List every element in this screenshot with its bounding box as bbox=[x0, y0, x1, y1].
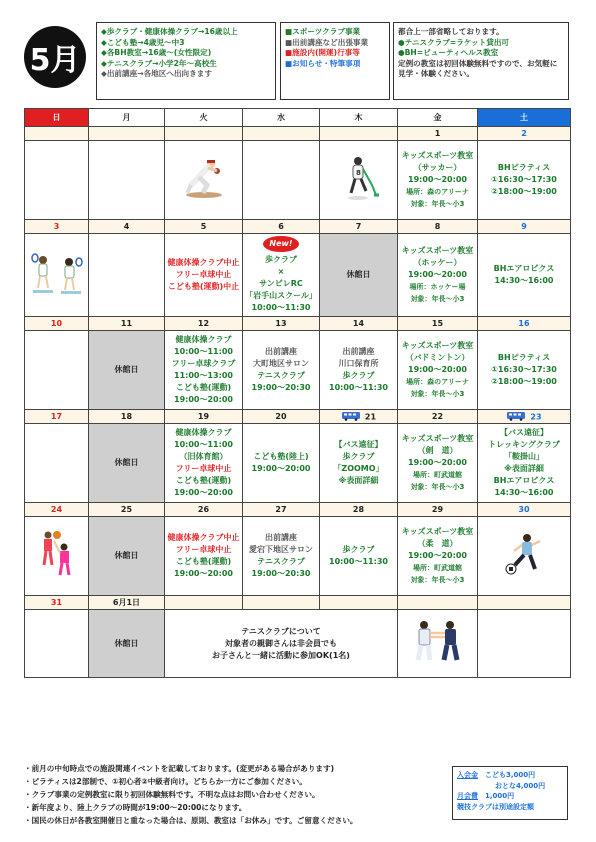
note-line: ・国民の休日が各教室開催日と重なった場合は、原則、教室は「お休み」です。ご留意ください。 bbox=[24, 816, 358, 825]
day-cell bbox=[243, 234, 320, 317]
date-number: 1 bbox=[434, 129, 441, 138]
date-cell bbox=[478, 596, 571, 610]
info-line: ■出前講座など出張事業 bbox=[285, 37, 369, 47]
info-line: 定例の教室は初回体験無料ですので、お気軽に bbox=[398, 58, 558, 68]
day-cell bbox=[398, 331, 478, 410]
date-number: 31 bbox=[50, 598, 63, 607]
event-line: BHエアロビクス bbox=[493, 264, 555, 273]
date-number: 17 bbox=[50, 412, 63, 421]
info-line: ◆こども塾→4歳児〜中3 bbox=[101, 37, 185, 47]
day-cell bbox=[165, 331, 243, 410]
event-line: トレッキングクラブ bbox=[488, 440, 560, 449]
date-number: 9 bbox=[521, 222, 527, 231]
day-cell bbox=[478, 331, 571, 410]
date-row bbox=[25, 596, 571, 610]
date-number: 28 bbox=[352, 505, 365, 514]
event-line: 休館日 bbox=[346, 270, 371, 279]
info-line: ◆出前講座→各地区へ出向きます bbox=[101, 69, 212, 78]
event-line: 19:00〜20:30 bbox=[251, 383, 311, 392]
event-line: 場所：ホッケー場 bbox=[409, 283, 466, 291]
week-row bbox=[25, 610, 571, 678]
date-cell bbox=[243, 317, 320, 331]
info-line: ●BH=ビューティヘルス教室 bbox=[398, 48, 499, 57]
event-line: 10:00〜11:00 bbox=[174, 347, 233, 356]
date-cell bbox=[243, 503, 320, 517]
day-cell bbox=[398, 141, 478, 220]
judo-players-icon bbox=[399, 618, 476, 670]
info-line: 都合上一部省略しております。 bbox=[398, 27, 504, 36]
date-cell bbox=[478, 127, 571, 141]
event-line: BHエアロビクス bbox=[493, 476, 555, 485]
event-line: こども塾(運動) bbox=[175, 557, 232, 566]
info-line: ■施設内(開運)行事等 bbox=[285, 48, 360, 57]
date-cell bbox=[320, 317, 398, 331]
date-row bbox=[25, 127, 571, 141]
day-cell bbox=[243, 331, 320, 410]
event-line: 歩クラブ bbox=[342, 371, 375, 380]
event-line: 10:00〜11:00 bbox=[174, 440, 233, 449]
date-number: 6 bbox=[278, 222, 284, 231]
soccer-player-icon bbox=[479, 531, 569, 581]
event-line: 【バス遠征】 bbox=[334, 440, 383, 449]
event-line: 対象：年長〜小3 bbox=[410, 576, 465, 584]
date-row bbox=[25, 503, 571, 517]
date-cell bbox=[320, 220, 398, 234]
day-cell bbox=[165, 234, 243, 317]
day-cell bbox=[243, 424, 320, 503]
event-line: こども塾(運動) bbox=[175, 383, 232, 392]
event-line: テニスクラブ bbox=[257, 557, 305, 566]
event-line: 場所：町武道館 bbox=[413, 564, 462, 572]
event-line: 19:00〜20:00 bbox=[408, 551, 467, 560]
date-cell bbox=[243, 220, 320, 234]
entry-fee-adult: おとな4,000円 bbox=[495, 781, 546, 790]
event-line: 10:00〜11:30 bbox=[251, 303, 311, 312]
day-cell bbox=[89, 234, 165, 317]
event-line: 対象：年長〜小3 bbox=[410, 200, 465, 208]
event-line: 対象：年長〜小3 bbox=[410, 390, 465, 398]
info-line: ■スポーツクラブ事業 bbox=[285, 27, 361, 36]
date-number: 29 bbox=[431, 505, 444, 514]
day-cell bbox=[25, 331, 89, 410]
day-cell bbox=[398, 424, 478, 503]
date-number: 6月1日 bbox=[112, 598, 141, 607]
date-cell bbox=[89, 317, 165, 331]
event-line: BHピラティス bbox=[497, 163, 551, 172]
event-line: 川口保育所 bbox=[338, 359, 379, 368]
color-legend-box bbox=[280, 22, 390, 100]
day-cell bbox=[243, 517, 320, 596]
day-cell bbox=[478, 424, 571, 503]
day-cell bbox=[320, 331, 398, 410]
weekday-1: 月 bbox=[89, 109, 165, 127]
date-number: 20 bbox=[275, 412, 287, 421]
date-cell bbox=[243, 596, 320, 610]
entry-fee-child: こども3,000円 bbox=[485, 771, 536, 779]
event-line: こども塾(運動)中止 bbox=[167, 282, 240, 291]
day-cell bbox=[398, 234, 478, 317]
weekday-5: 金 bbox=[398, 109, 478, 127]
event-line: 大町地区サロン bbox=[253, 359, 309, 368]
info-line: ■お知らせ・特筆事項 bbox=[285, 58, 361, 68]
date-cell bbox=[25, 410, 89, 424]
weekday-3: 水 bbox=[243, 109, 320, 127]
day-cell bbox=[478, 610, 571, 678]
event-line: ②18:00〜19:00 bbox=[491, 377, 557, 386]
event-line: 19:00〜20:00 bbox=[408, 458, 467, 467]
date-cell bbox=[243, 127, 320, 141]
event-line: 健康体操クラブ中止 bbox=[167, 258, 240, 267]
bus-icon bbox=[341, 411, 361, 423]
footer-notes bbox=[24, 762, 454, 827]
date-number: 13 bbox=[275, 319, 287, 328]
event-line: こども塾(運動) bbox=[175, 476, 232, 485]
info-box bbox=[393, 22, 569, 100]
date-number: 25 bbox=[120, 505, 133, 514]
day-cell bbox=[25, 141, 89, 220]
weekday-2: 火 bbox=[165, 109, 243, 127]
day-cell bbox=[165, 141, 243, 220]
date-number: 26 bbox=[197, 505, 210, 514]
event-line: 休館日 bbox=[114, 458, 139, 467]
event-line: 出前講座 bbox=[342, 347, 375, 356]
day-cell bbox=[165, 424, 243, 503]
date-number: 7 bbox=[355, 222, 362, 231]
event-line: 14:30〜16:00 bbox=[494, 488, 554, 497]
date-number: 8 bbox=[434, 222, 441, 231]
date-cell bbox=[320, 410, 398, 424]
month-badge: 5月 bbox=[24, 26, 86, 88]
tennis-kids-icon bbox=[26, 250, 87, 300]
week-row bbox=[25, 331, 571, 410]
date-cell bbox=[89, 220, 165, 234]
event-line: 「岩手山スクール」 bbox=[245, 291, 317, 300]
date-row bbox=[25, 317, 571, 331]
event-line: 19:00〜20:00 bbox=[174, 395, 233, 404]
event-line: 場所：町武道館 bbox=[413, 471, 462, 479]
day-cell bbox=[320, 424, 398, 503]
date-cell bbox=[165, 317, 243, 331]
note-line: ・ピラティスは2部制で、①初心者②中級者向け。どちらか一方にご参加ください。 bbox=[24, 777, 307, 786]
week-row bbox=[25, 141, 571, 220]
event-line: 「ZOOMO」 bbox=[333, 464, 384, 473]
monthly-fee-value: 1,000円 bbox=[485, 792, 515, 800]
event-line: × bbox=[277, 267, 285, 276]
event-line: フリー卓球中止 bbox=[175, 545, 232, 554]
date-number: 21 bbox=[364, 412, 377, 421]
event-line: ②18:00〜19:00 bbox=[491, 187, 557, 196]
weekday-6: 土 bbox=[478, 109, 571, 127]
date-number: 4 bbox=[123, 222, 130, 231]
date-cell bbox=[478, 317, 571, 331]
event-line: （旧体育館） bbox=[179, 452, 228, 461]
date-number: 5 bbox=[200, 222, 207, 231]
hockey-player-icon bbox=[321, 155, 396, 205]
week-row bbox=[25, 424, 571, 503]
event-line: 出前講座 bbox=[265, 347, 297, 356]
date-cell bbox=[25, 220, 89, 234]
event-line: ①16:30〜17:30 bbox=[491, 365, 557, 374]
weekday-0: 日 bbox=[25, 109, 89, 127]
date-number: 12 bbox=[197, 319, 210, 328]
event-line: ①16:30〜17:30 bbox=[491, 175, 557, 184]
event-line: 健康体操クラブ bbox=[175, 335, 232, 344]
event-line: フリー卓球中止 bbox=[175, 464, 232, 473]
tennis-note-line: テニスクラブについて bbox=[241, 626, 321, 636]
info-line: ●テニスクラブ=ラケット貸出可 bbox=[398, 37, 510, 47]
event-line: 19:00〜20:00 bbox=[251, 464, 311, 473]
event-line: 歩クラブ bbox=[342, 545, 375, 554]
day-cell bbox=[320, 141, 398, 220]
date-number: 2 bbox=[521, 129, 527, 138]
date-cell bbox=[478, 220, 571, 234]
date-cell bbox=[165, 410, 243, 424]
day-cell bbox=[478, 141, 571, 220]
date-cell bbox=[478, 410, 571, 424]
fee-box bbox=[452, 766, 568, 820]
event-line: ※表面詳細 bbox=[504, 464, 544, 473]
event-line: キッズスポーツ教室 bbox=[401, 341, 474, 350]
date-cell bbox=[398, 503, 478, 517]
event-line: フリー卓球クラブ bbox=[171, 359, 236, 368]
event-line: キッズスポーツ教室 bbox=[401, 527, 474, 536]
calendar-table bbox=[24, 108, 571, 678]
date-number: 19 bbox=[197, 412, 210, 421]
date-cell bbox=[398, 410, 478, 424]
day-cell bbox=[89, 517, 165, 596]
date-cell bbox=[89, 127, 165, 141]
event-line: 【バス遠征】 bbox=[500, 428, 548, 437]
date-cell bbox=[398, 317, 478, 331]
date-number: 30 bbox=[518, 505, 530, 514]
tennis-note-line: 対象者の親御さんは非会員でも bbox=[225, 638, 337, 648]
date-cell bbox=[165, 503, 243, 517]
info-line: 見学・体験ください。 bbox=[398, 69, 474, 78]
date-number: 11 bbox=[120, 319, 133, 328]
day-cell bbox=[89, 331, 165, 410]
closed-label: 休館日 bbox=[114, 638, 139, 648]
date-cell bbox=[398, 127, 478, 141]
note-line: ・クラブ事業の定例教室に限り初回体験無料です。不明な点はお問い合わせください。 bbox=[24, 790, 320, 799]
date-cell bbox=[165, 596, 243, 610]
event-line: 出前講座 bbox=[265, 533, 297, 542]
day-cell bbox=[320, 517, 398, 596]
week-row bbox=[25, 517, 571, 596]
event-line: 19:00〜20:00 bbox=[174, 569, 233, 578]
date-number: 16 bbox=[518, 319, 530, 328]
info-line: ◆歩クラブ・健康体操クラブ→16歳以上 bbox=[101, 27, 238, 36]
event-line: 11:00〜13:00 bbox=[174, 371, 233, 380]
event-line: 場所：森のアリーナ bbox=[406, 188, 469, 196]
basketball-players-icon bbox=[26, 529, 87, 583]
day-cell bbox=[478, 234, 571, 317]
date-number: 10 bbox=[50, 319, 63, 328]
event-line: キッズスポーツ教室 bbox=[401, 434, 474, 443]
event-line: 10:00〜11:30 bbox=[329, 383, 388, 392]
day-cell bbox=[25, 610, 89, 678]
day-cell bbox=[89, 424, 165, 503]
event-line: フリー卓球中止 bbox=[175, 270, 232, 279]
event-line: 14:30〜16:00 bbox=[494, 276, 554, 285]
date-cell bbox=[478, 503, 571, 517]
event-line: （サッカー） bbox=[413, 163, 462, 172]
day-cell bbox=[89, 610, 165, 678]
day-cell bbox=[398, 610, 478, 678]
weekday-header bbox=[25, 109, 571, 127]
weekday-4: 木 bbox=[320, 109, 398, 127]
date-number: 18 bbox=[120, 412, 133, 421]
date-number: 22 bbox=[431, 412, 444, 421]
event-line: 19:00〜20:00 bbox=[408, 175, 467, 184]
date-cell bbox=[25, 503, 89, 517]
date-number: 27 bbox=[275, 505, 287, 514]
event-line: 19:00〜20:00 bbox=[408, 270, 467, 279]
day-cell bbox=[25, 424, 89, 503]
info-line: ◆各BH教室→16歳〜(女性限定) bbox=[101, 48, 212, 57]
date-cell bbox=[243, 410, 320, 424]
date-cell bbox=[320, 596, 398, 610]
event-line: サンビレRC bbox=[259, 279, 303, 288]
event-line: 健康体操クラブ中止 bbox=[167, 533, 240, 542]
event-line: 19:00〜20:00 bbox=[408, 365, 467, 374]
date-cell bbox=[165, 220, 243, 234]
date-cell bbox=[25, 317, 89, 331]
event-line: ※表面詳細 bbox=[338, 476, 379, 485]
event-line: （剣 道） bbox=[417, 446, 458, 455]
new-badge: New! bbox=[263, 236, 298, 252]
event-line: 「鞍掛山」 bbox=[504, 452, 544, 461]
event-line: 19:00〜20:00 bbox=[174, 488, 233, 497]
event-line: 場所：森のアリーナ bbox=[406, 378, 469, 386]
date-cell bbox=[398, 220, 478, 234]
note-line: ・前月の中旬時点での施設関連イベントを記載しております。(変更がある場合があります) bbox=[24, 764, 335, 773]
date-number: 14 bbox=[352, 319, 365, 328]
date-number: 15 bbox=[431, 319, 444, 328]
date-number: 23 bbox=[530, 412, 542, 421]
day-cell bbox=[25, 517, 89, 596]
day-cell bbox=[165, 517, 243, 596]
date-number: 3 bbox=[53, 222, 60, 231]
day-cell bbox=[89, 141, 165, 220]
date-cell bbox=[320, 127, 398, 141]
fee-note: 競技クラブは別途設定額 bbox=[457, 802, 534, 811]
svg-text:8: 8 bbox=[355, 169, 361, 177]
event-line: 19:00〜20:30 bbox=[251, 569, 311, 578]
date-row bbox=[25, 410, 571, 424]
event-line: （バドミントン） bbox=[405, 353, 470, 362]
note-line: ・新年度より、陸上クラブの時間が19:00〜20:00になります。 bbox=[24, 803, 247, 812]
event-line: キッズスポーツ教室 bbox=[401, 151, 474, 160]
tennis-note-cell bbox=[165, 610, 398, 678]
day-cell bbox=[25, 234, 89, 317]
event-line: 対象：年長〜小3 bbox=[410, 483, 465, 491]
event-line: 歩クラブ bbox=[342, 452, 375, 461]
date-cell bbox=[89, 503, 165, 517]
bus-icon bbox=[506, 411, 526, 423]
event-line: テニスクラブ bbox=[257, 371, 305, 380]
date-cell bbox=[25, 127, 89, 141]
tennis-note-line: お子さんと一緒に活動に参加OK(1名) bbox=[212, 650, 350, 660]
date-cell bbox=[165, 127, 243, 141]
event-line: （ホッケー） bbox=[413, 258, 462, 267]
event-line: こども塾(陸上) bbox=[253, 452, 309, 461]
event-line: 10:00〜11:30 bbox=[329, 557, 388, 566]
event-line: 健康体操クラブ bbox=[175, 428, 232, 437]
day-cell bbox=[320, 234, 398, 317]
date-cell bbox=[89, 410, 165, 424]
baseball-player-icon bbox=[166, 155, 241, 205]
event-line: 歩クラブ bbox=[265, 255, 297, 264]
info-line: ◆テニスクラブ→小学2年〜高校生 bbox=[101, 58, 217, 68]
date-cell bbox=[320, 503, 398, 517]
event-line: BHピラティス bbox=[497, 353, 551, 362]
entry-fee-label: 入会金 bbox=[457, 771, 478, 779]
date-number: 24 bbox=[50, 505, 63, 514]
event-line: 休館日 bbox=[114, 365, 139, 374]
date-cell bbox=[89, 596, 165, 610]
week-row bbox=[25, 234, 571, 317]
date-cell bbox=[398, 596, 478, 610]
monthly-fee-label: 月会費 bbox=[457, 792, 478, 800]
day-cell bbox=[478, 517, 571, 596]
day-cell bbox=[398, 517, 478, 596]
day-cell bbox=[243, 141, 320, 220]
event-line: 休館日 bbox=[114, 551, 139, 560]
event-line: 対象：年長〜小3 bbox=[410, 295, 465, 303]
event-line: キッズスポーツ教室 bbox=[401, 246, 474, 255]
event-line: 愛宕下地区サロン bbox=[249, 545, 313, 554]
event-line: （柔 道） bbox=[417, 539, 458, 548]
club-eligibility-box bbox=[96, 22, 276, 100]
date-row bbox=[25, 220, 571, 234]
date-cell bbox=[25, 596, 89, 610]
